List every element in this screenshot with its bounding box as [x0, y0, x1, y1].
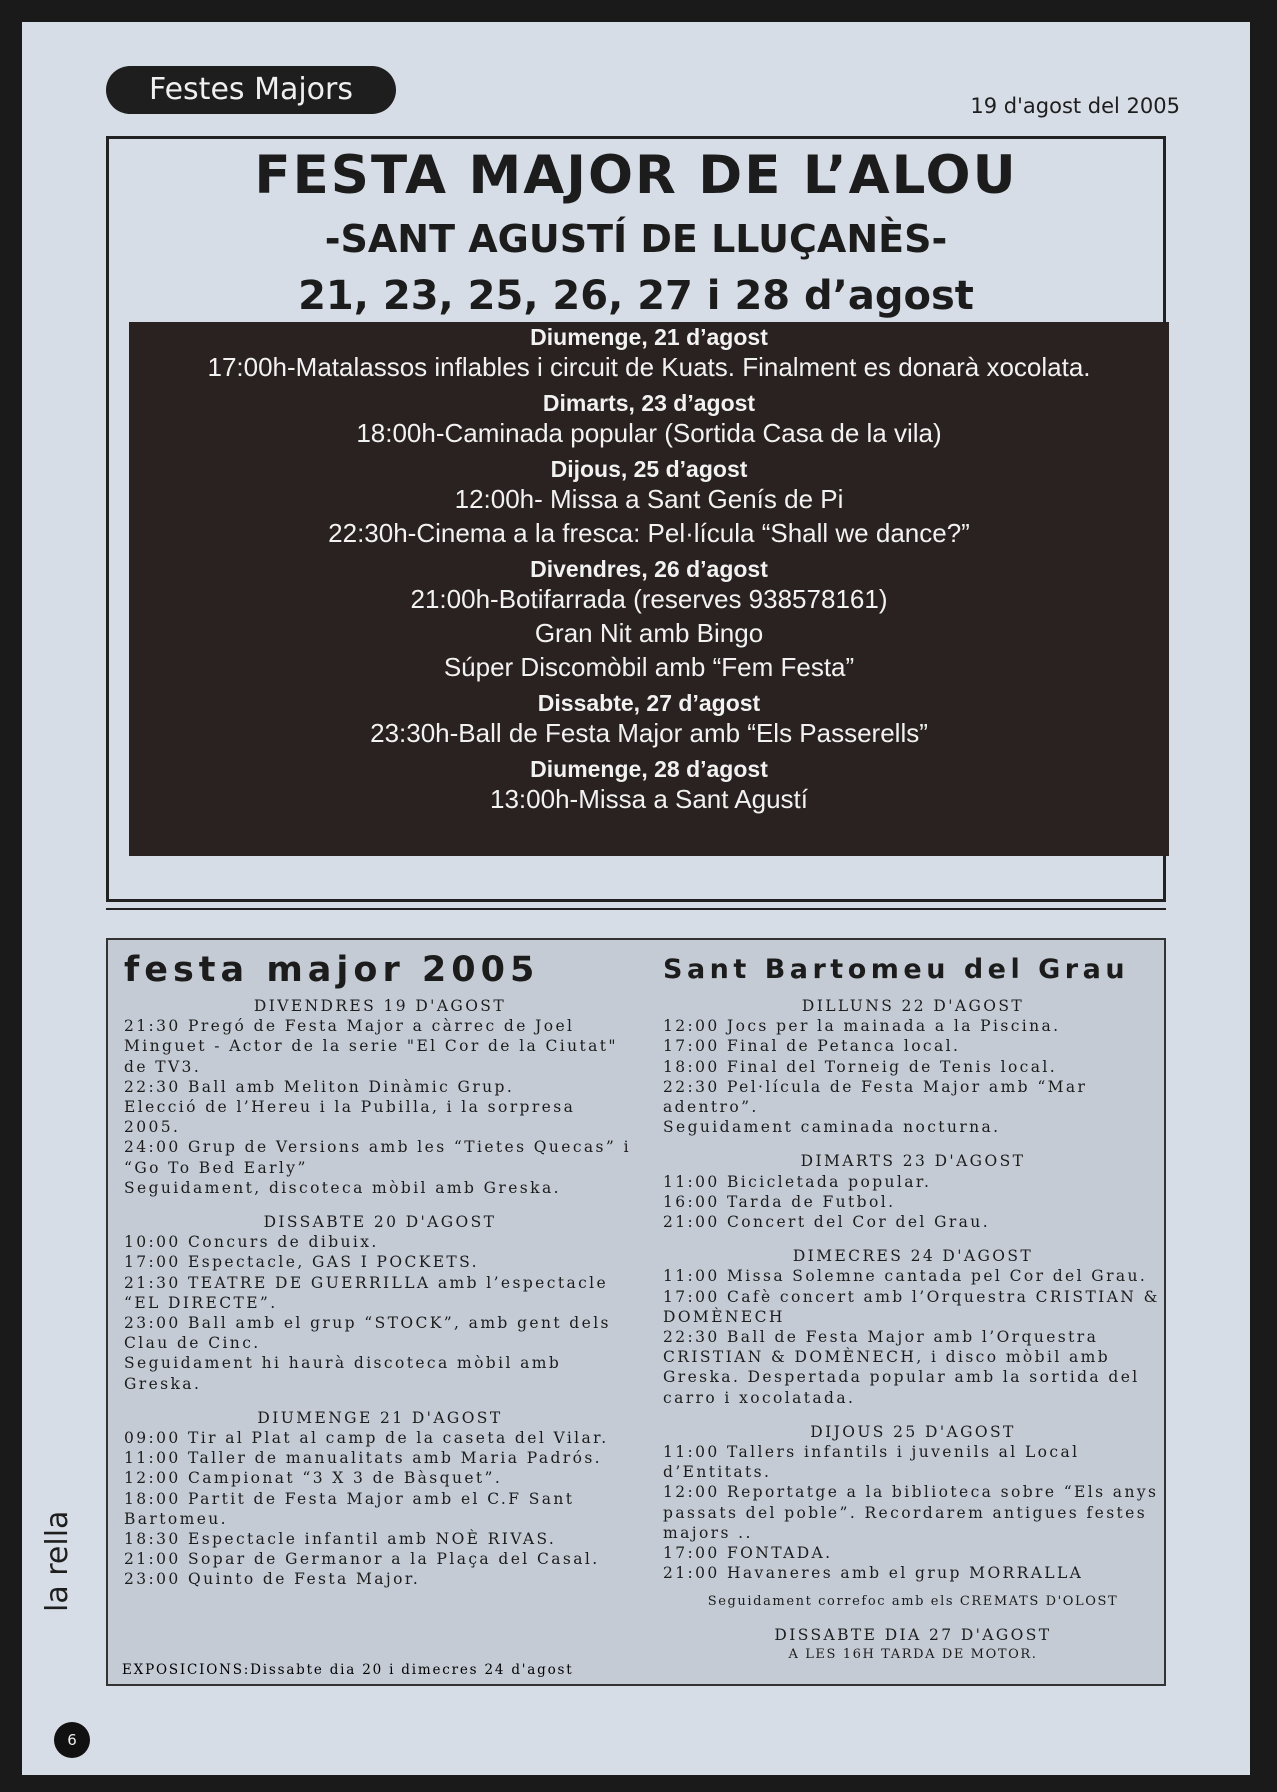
- grau-event: 18:30 Espectacle infantil amb NOÈ RIVAS.: [124, 1530, 557, 1549]
- grau-event: 18:00 Final del Torneig de Tenis local.: [663, 1057, 1058, 1076]
- alou-title: FESTA MAJOR DE L’ALOU: [254, 145, 1018, 206]
- grau-event: 23:00 Ball amb el grup “STOCK”, amb gent dels Clau de Cinc.: [124, 1314, 611, 1353]
- grau-event: 17:00 Cafè concert amb l’Orquestra CRISTIAN & DOMÈNECH: [663, 1287, 1160, 1326]
- alou-event: 21:00h-Botifarrada (reserves 938578161): [410, 584, 888, 614]
- grau-event: 22:30 Pel·lícula de Festa Major amb “Mar adentro”.: [663, 1077, 1088, 1117]
- grau-event: 11:00 Missa Solemne cantada pel Cor del Grau.: [663, 1267, 1148, 1286]
- grau-right-schedule: [663, 996, 1163, 1583]
- spacer: [663, 1232, 1163, 1242]
- grau-footer-sub: A LES 16H TARDA DE MOTOR.: [788, 1646, 1038, 1662]
- grau-day-heading: DIUMENGE 21 D'AGOST: [257, 1408, 503, 1427]
- grau-event: 11:00 Bicicletada popular.: [663, 1172, 932, 1191]
- alou-day-block: [129, 690, 1169, 750]
- grau-event: 23:00 Quinto de Festa Major.: [124, 1570, 421, 1589]
- alou-event: 12:00h- Missa a Sant Genís de Pi: [454, 484, 844, 514]
- alou-event: Gran Nit amb Bingo: [534, 618, 764, 648]
- grau-event: 12:00 Reportatge a la biblioteca sobre “Els anys passats del poble”. Recordarem antigues festes majors ..: [663, 1483, 1159, 1542]
- grau-footer-title: DISSABTE DIA 27 D'AGOST: [774, 1626, 1052, 1645]
- grau-event: Seguidament hi haurà discoteca mòbil amb Greska.: [124, 1354, 562, 1393]
- alou-day-heading: Diumenge, 28 d’agost: [530, 756, 768, 782]
- grau-event: 21:30 Pregó de Festa Major a càrrec de Joel Minguet - Actor de la serie "El Cor de la Ciutat" de TV3.: [124, 1017, 618, 1076]
- grau-event: 11:00 Taller de manualitats amb Maria Padrós.: [124, 1449, 603, 1468]
- grau-event: 11:00 Tallers infantils i juvenils al Local d’Entitats.: [663, 1443, 1080, 1482]
- alou-day-heading: Dissabte, 27 d’agost: [537, 690, 761, 716]
- alou-event: Súper Discomòbil amb “Fem Festa”: [443, 652, 855, 682]
- grau-right-note: Seguidament correfoc amb els CREMATS D'OLOST: [707, 1594, 1119, 1610]
- grau-event: 16:00 Tarda de Futbol.: [663, 1192, 896, 1211]
- grau-left-schedule: [124, 996, 636, 1590]
- grau-event: 17:00 FONTADA.: [663, 1544, 833, 1563]
- alou-day-block: [129, 456, 1169, 550]
- section-tag: Festes Majors: [106, 66, 396, 114]
- grau-left-footer: EXPOSICIONS:Dissabte dia 20 i dimecres 24 d'agost: [122, 1662, 574, 1678]
- publication-name: la rella: [40, 1510, 75, 1612]
- alou-day-block: [129, 390, 1169, 450]
- grau-event: 21:00 Havaneres amb el grup MORRALLA: [663, 1564, 1084, 1583]
- grau-event: Seguidament caminada nocturna.: [663, 1118, 1001, 1137]
- issue-date: 19 d'agost del 2005: [970, 94, 1180, 118]
- alou-day-heading: Dijous, 25 d’agost: [550, 456, 748, 482]
- alou-day-heading: Diumenge, 21 d’agost: [530, 324, 768, 350]
- grau-left-column: [124, 948, 636, 1590]
- grau-event: 24:00 Grup de Versions amb les “Tietes Quecas” i “Go To Bed Early”: [124, 1138, 631, 1177]
- grau-event: 17:00 Final de Petanca local.: [663, 1037, 961, 1056]
- grau-event: 09:00 Tir al Plat al camp de la caseta del Vilar.: [124, 1429, 609, 1448]
- grau-event: 12:00 Campionat “3 X 3 de Bàsquet”.: [124, 1469, 503, 1488]
- alou-event: 18:00h-Caminada popular (Sortida Casa de la vila): [356, 418, 942, 448]
- grau-event: 18:00 Partit de Festa Major amb el C.F Sant Bartomeu.: [124, 1489, 575, 1528]
- spacer: [124, 1394, 636, 1404]
- grau-day-heading: DILLUNS 22 D'AGOST: [801, 997, 1025, 1015]
- alou-day-heading: Divendres, 26 d’agost: [530, 556, 768, 582]
- grau-event: 10:00 Concurs de dibuix.: [124, 1233, 379, 1252]
- grau-event: 22:30 Ball amb Meliton Dinàmic Grup.: [124, 1077, 515, 1096]
- grau-event: 21:30 TEATRE DE GUERRILLA amb l’espectacle “EL DIRECTE”.: [124, 1273, 609, 1312]
- grau-day-heading: DIMECRES 24 D'AGOST: [792, 1247, 1034, 1266]
- grau-title-left: festa major 2005: [124, 950, 540, 990]
- page-number: 6: [54, 1722, 90, 1758]
- grau-event: 21:00 Concert del Cor del Grau.: [663, 1213, 991, 1232]
- alou-event: 22:30h-Cinema a la fresca: Pel·lícula “Shall we dance?”: [328, 518, 970, 548]
- grau-event: 21:00 Sopar de Germanor a la Plaça del Casal.: [124, 1550, 600, 1569]
- grau-event: Elecció de l’Hereu i la Pubilla, i la sorpresa 2005.: [124, 1098, 576, 1137]
- grau-day-heading: DIMARTS 23 D'AGOST: [800, 1152, 1026, 1171]
- alou-day-block: [129, 756, 1169, 816]
- alou-dates: 21, 23, 25, 26, 27 i 28 d’agost: [298, 273, 974, 319]
- grau-event: 12:00 Jocs per la mainada a la Piscina.: [663, 1017, 1061, 1036]
- page: [22, 22, 1250, 1775]
- alou-schedule: [129, 322, 1169, 856]
- grau-right-column: [663, 948, 1163, 1664]
- alou-event: 23:30h-Ball de Festa Major amb “Els Passerells”: [370, 718, 928, 748]
- spacer: [663, 1408, 1163, 1418]
- grau-day-heading: DISSABTE 20 D'AGOST: [263, 1213, 497, 1232]
- divider: [106, 908, 1166, 910]
- grau-event: Seguidament, discoteca mòbil amb Greska.: [124, 1178, 561, 1197]
- alou-event: 17:00h-Matalassos inflables i circuit de Kuats. Finalment es donarà xocolata.: [207, 352, 1091, 382]
- grau-title-right: Sant Bartomeu del Grau: [663, 954, 1130, 985]
- grau-day-heading: DIJOUS 25 D'AGOST: [810, 1422, 1016, 1441]
- spacer: [663, 1137, 1163, 1147]
- alou-event: 13:00h-Missa a Sant Agustí: [490, 784, 808, 814]
- grau-box: [106, 938, 1166, 1686]
- grau-event: 22:30 Ball de Festa Major amb l’Orquestra CRISTIAN & DOMÈNECH, i disco mòbil amb Greska. Despertada popular amb la sortida del carro i xocolatada.: [663, 1328, 1140, 1407]
- grau-day-heading: DIVENDRES 19 D'AGOST: [253, 997, 507, 1015]
- alou-day-heading: Dimarts, 23 d’agost: [542, 390, 756, 416]
- alou-day-block: [129, 324, 1169, 384]
- alou-day-block: [129, 556, 1169, 684]
- spacer: [124, 1198, 636, 1208]
- alou-subtitle: -SANT AGUSTÍ DE LLUÇANÈS-: [324, 217, 948, 261]
- grau-event: 17:00 Espectacle, GAS I POCKETS.: [124, 1253, 479, 1272]
- grau-right-footer: [663, 1593, 1163, 1663]
